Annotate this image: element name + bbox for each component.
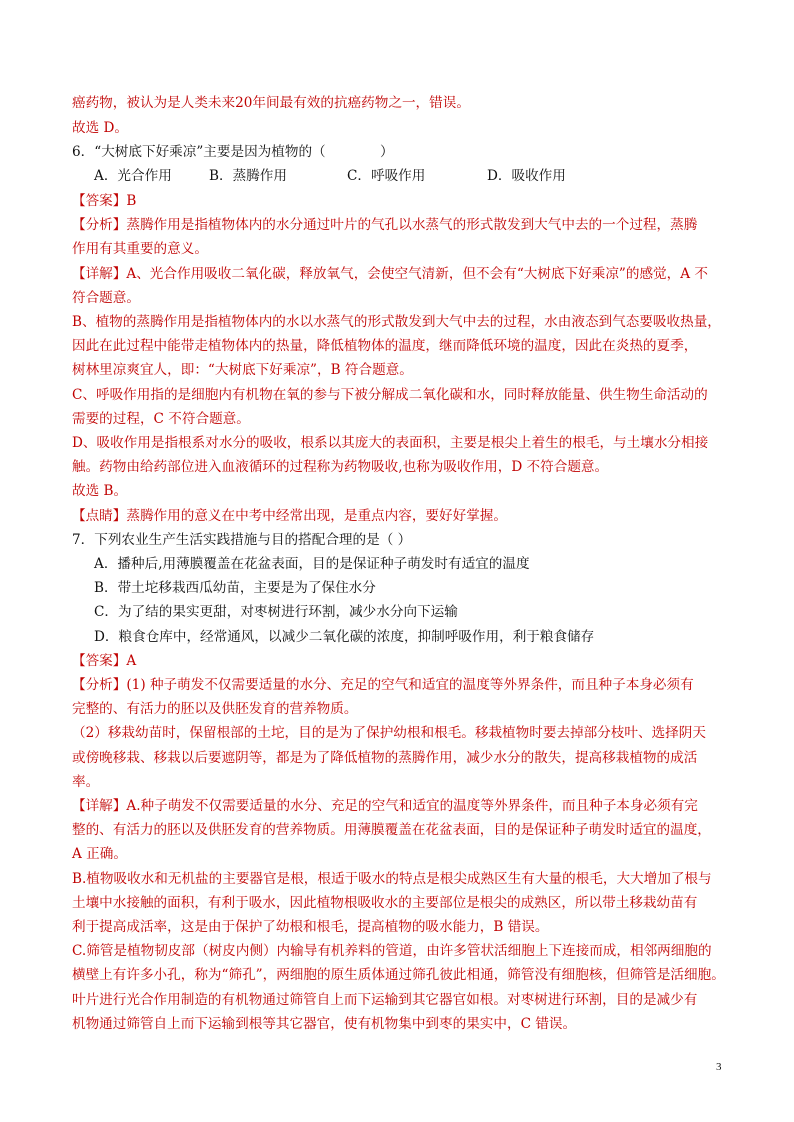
text-line: 【点睛】蒸腾作用的意义在中考中经常出现，是重点内容，要好好掌握。	[72, 508, 507, 524]
text-line: 【答案】A	[72, 653, 137, 669]
text-line: （2）移栽幼苗时，保留根部的土坨，目的是为了保护幼根和根毛。移栽植物时要去掉部分枝叶、选择阴天	[72, 725, 706, 741]
q6-option-c: C．呼吸作用	[347, 168, 426, 184]
text-line: 6．“大树底下好乘凉”主要是因为植物的（ ）	[72, 144, 394, 160]
text-line: 触。药物由给药部位进入血液循环的过程称为药物吸收,也称为吸收作用，D 不符合题意。	[72, 459, 609, 475]
text-line: 横壁上有许多小孔，称为“筛孔”，两细胞的原生质体通过筛孔彼此相通，筛管没有细胞核，但筛管是活细胞。	[72, 967, 725, 983]
text-line: 叶片进行光合作用制造的有机物通过筛管自上而下运输到其它器官如根。对枣树进行环割，目的是减少有	[72, 992, 698, 1008]
page-number: 3	[716, 1061, 722, 1073]
q6-option-a: A．光合作用	[94, 168, 172, 184]
text-line: 整的、有活力的胚以及供胚发育的营养物质。用薄膜覆盖在花盆表面，目的是保证种子萌发时适宜的温度，	[72, 822, 711, 838]
text-line: 利于提高成活率，这是由于保护了幼根和根毛，提高植物的吸水能力，B 错误。	[72, 919, 549, 935]
text-line: 作用有其重要的意义。	[72, 241, 208, 257]
text-line: C.筛管是植物韧皮部（树皮内侧）内输导有机养料的管道，由许多管状活细胞上下连接而成，相邻两细胞的	[72, 943, 712, 959]
text-line: 率。	[72, 774, 100, 790]
text-line: 癌药物，被认为是人类未来20年间最有效的抗癌药物之一，错误。	[72, 95, 470, 111]
text-line: 完整的、有活力的胚以及供胚发育的营养物质。	[72, 701, 358, 717]
text-line: B．带土坨移栽西瓜幼苗，主要是为了保住水分	[94, 580, 376, 596]
q6-option-d: D．吸收作用	[487, 168, 566, 184]
text-line: 符合题意。	[72, 290, 140, 306]
text-line: D、吸收作用是指根系对水分的吸收，根系以其庞大的表面积，主要是根尖上着生的根毛，与土壤水分相接	[72, 435, 709, 451]
text-line: 【答案】B	[72, 193, 137, 209]
text-line: 【详解】A、光合作用吸收二氧化碳，释放氧气，会使空气清新，但不会有“大树底下好乘凉”的感觉，A 不	[72, 266, 708, 282]
text-line: 或傍晚移栽、移栽以后要遮阴等，都是为了降低植物的蒸腾作用，减少水分的散失，提高移栽植物的成活	[72, 750, 698, 766]
text-line: B.植物吸收水和无机盐的主要器官是根，根适于吸水的特点是根尖成熟区生有大量的根毛，大大增加了根与	[72, 871, 712, 887]
text-line: 机物通过筛管自上而下运输到根等其它器官，使有机物集中到枣的果实中，C 错误。	[72, 1016, 577, 1032]
text-line: 故选 B。	[72, 483, 128, 499]
text-line: B、植物的蒸腾作用是指植物体内的水以水蒸气的形式散发到大气中去的过程，水由液态到气态要吸收热量，	[72, 314, 721, 330]
text-line: 需要的过程，C 不符合题意。	[72, 411, 250, 427]
text-line: 【详解】A.种子萌发不仅需要适量的水分、充足的空气和适宜的温度等外界条件，而且种子本身必须有完	[72, 798, 698, 814]
text-line: A 正确。	[72, 846, 127, 862]
text-line: 因此在此过程中能带走植物体内的热量，降低植物体的温度，继而降低环境的温度，因此在炎热的夏季，	[72, 338, 698, 354]
text-line: 树林里凉爽宜人，即：“大树底下好乘凉”，B 符合题意。	[72, 362, 413, 378]
q6-option-b: B．蒸腾作用	[209, 168, 287, 184]
text-line: 故选 D。	[72, 120, 129, 136]
text-line: D．粮食仓库中，经常通风，以减少二氧化碳的浓度，抑制呼吸作用，利于粮食储存	[94, 629, 595, 645]
text-line: A．播种后,用薄膜覆盖在花盆表面，目的是保证种子萌发时有适宜的温度	[94, 556, 530, 572]
text-line: 【分析】(1) 种子萌发不仅需要适量的水分、充足的空气和适宜的温度等外界条件，而且种子本身必须有	[72, 677, 694, 693]
text-line: 7．下列农业生产生活实践措施与目的搭配合理的是（ ）	[72, 532, 412, 548]
text-line: 【分析】蒸腾作用是指植物体内的水分通过叶片的气孔以水蒸气的形式散发到大气中去的一个过程，蒸腾	[72, 217, 698, 233]
text-line: 土壤中水接触的面积，有利于吸水，因此植物根吸收水的主要部位是根尖的成熟区，所以带土移栽幼苗有	[72, 895, 698, 911]
text-line: C、呼吸作用指的是细胞内有机物在氧的参与下被分解成二氧化碳和水，同时释放能量、供生物生命活动的	[72, 387, 708, 403]
text-line: C．为了结的果实更甜，对枣树进行环割，减少水分向下运输	[94, 604, 458, 620]
